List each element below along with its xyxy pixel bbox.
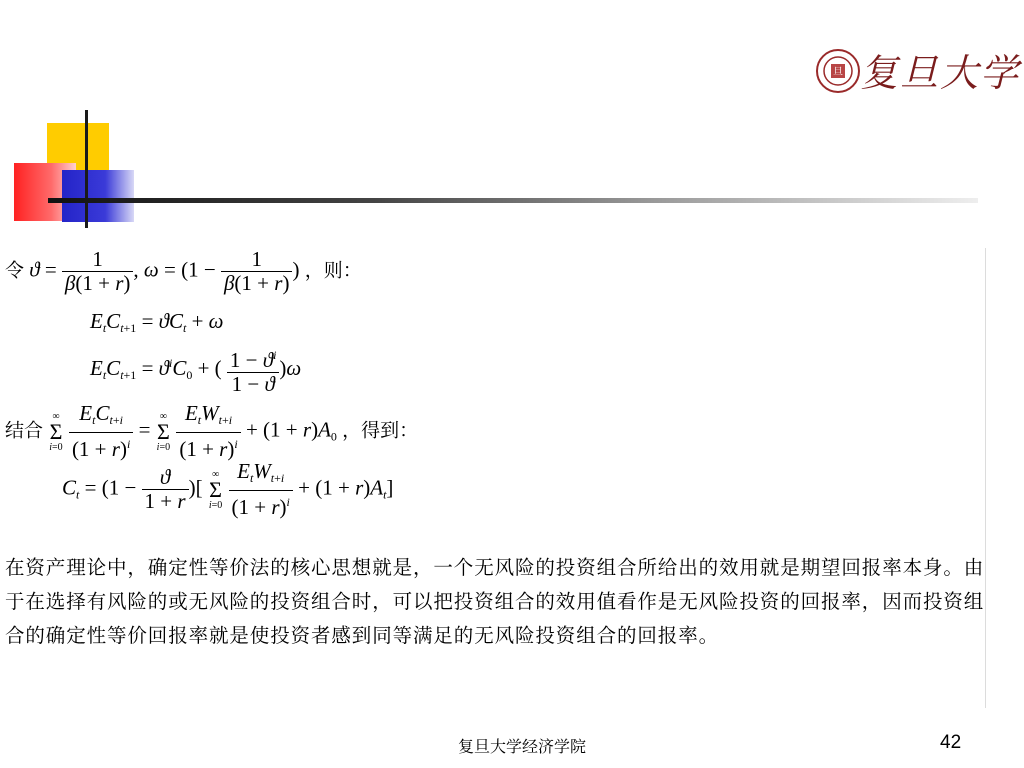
university-logo-text: 复旦大学 <box>860 51 1021 95</box>
formula-expectation-i: $E_tC_{t+1} = ϑ^iC_0$ + ( $\frac{1 - ϑ^i}{1 - ϑ}$ )ω <box>90 344 301 396</box>
text-get: ，得到： <box>342 419 419 442</box>
formula-consumption: $C_t = (1$ − $\frac{ϑ}{1 + r}$ )[ ∞ Σ i=0 $\frac{E_tW_{t+i}}{(1 + r)^i}$ + $(1 + r)A_t$] <box>62 459 394 519</box>
header-divider <box>48 198 978 203</box>
text-then: ，则： <box>304 259 362 282</box>
decor-blue-square <box>62 170 134 222</box>
formula-definition: 令 ϑ = $\frac{1}{\beta(1 + r)}$ , ω = (1 − $\frac{1}{\beta(1 + r)}$ ) ，则： <box>5 247 362 295</box>
svg-text:旦: 旦 <box>833 67 843 78</box>
page-number: 42 <box>940 732 962 753</box>
text-let: 令 <box>5 259 25 282</box>
formula-budget: 结合 ∞ Σ i=0 $\frac{E_tC_{t+i}}{(1 + r)^i}$ = ∞ Σ i=0 $\frac{E_tW_{t+i}}{(1 + r)^i}$ + $(1 + r)A_0$ ，得到： <box>5 401 419 461</box>
footer-school: 复旦大学经济学院 <box>458 737 587 756</box>
decor-vertical-line <box>85 110 88 228</box>
text-combine: 结合 <box>5 419 44 442</box>
body-paragraph: 在资产理论中，确定性等价法的核心思想就是，一个无风险的投资组合所给出的效用就是期望回报率本身。由于在选择有风险的或无风险的投资组合时，可以把投资组合的效用值看作是无风险投资的回报率，因而投资组合的确定性等价回报率就是使投资者感到同等满足的无风险投资组合的回报率。 <box>5 556 985 647</box>
formula-expectation-1: $E_tC_{t+1} = ϑC_t + \omega$ <box>90 309 224 335</box>
university-seal-icon <box>815 48 861 94</box>
